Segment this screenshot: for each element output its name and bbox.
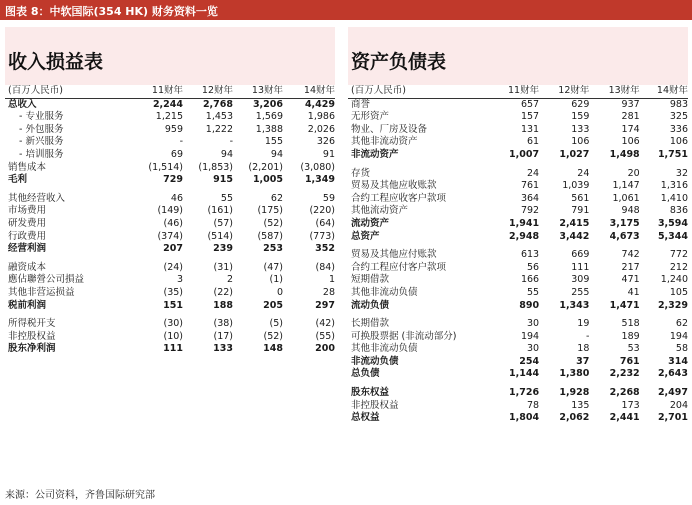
- row-value: (22): [213, 286, 233, 298]
- row-value: 1,928: [559, 387, 590, 399]
- row-label: 應佔聯營公司損益: [8, 274, 85, 286]
- row-value: 1,240: [660, 274, 688, 286]
- balance-table-row: [348, 124, 688, 137]
- row-label: 行政费用: [8, 230, 47, 242]
- row-value: 30: [527, 318, 540, 330]
- income-table-row: [5, 174, 335, 187]
- row-value: 155: [264, 136, 283, 148]
- income-statement-title-band: [5, 27, 335, 85]
- row-value: 200: [315, 343, 335, 355]
- row-value: 55: [527, 286, 540, 298]
- row-value: 915: [213, 174, 233, 186]
- row-value: 669: [571, 249, 590, 261]
- row-value: 105: [669, 286, 688, 298]
- row-value: (1,514): [148, 161, 183, 173]
- row-value: 326: [316, 136, 335, 148]
- row-label: 非流动负债: [351, 355, 399, 367]
- row-value: 1,751: [657, 148, 688, 160]
- balance-table-row: [348, 249, 688, 262]
- row-value: 2,244: [152, 98, 183, 110]
- row-value: 78: [527, 399, 540, 411]
- balance-table-row: [348, 262, 688, 275]
- income-table-row: [5, 287, 335, 300]
- row-label: 贸易及其他应付账款: [351, 249, 437, 261]
- row-value: 890: [519, 299, 540, 311]
- row-value: 3: [176, 274, 183, 286]
- row-value: -: [229, 136, 233, 148]
- row-value: 1,061: [612, 192, 640, 204]
- row-value: 46: [170, 192, 183, 204]
- row-value: 111: [571, 261, 590, 273]
- row-value: 937: [621, 98, 640, 110]
- income-year-header: 13财年: [251, 85, 283, 96]
- row-value: 159: [571, 111, 590, 123]
- row-value: 297: [315, 299, 335, 311]
- balance-table-row: [348, 231, 688, 244]
- row-label: 无形资产: [351, 111, 390, 123]
- row-value: 239: [213, 243, 233, 255]
- row-value: 729: [163, 174, 183, 186]
- row-value: 281: [621, 111, 640, 123]
- figure-header-bar: [0, 0, 692, 20]
- row-value: 189: [621, 330, 640, 342]
- row-value: 133: [213, 343, 233, 355]
- row-value: 174: [621, 123, 640, 135]
- row-value: 41: [627, 286, 640, 298]
- row-value: 1,007: [509, 148, 540, 160]
- row-value: 37: [576, 355, 590, 367]
- row-value: (10): [163, 330, 183, 342]
- row-value: 2,497: [657, 387, 688, 399]
- row-value: 1,941: [509, 217, 540, 229]
- row-value: 1,039: [562, 180, 590, 192]
- row-value: (31): [213, 261, 233, 273]
- row-value: 207: [163, 243, 183, 255]
- row-value: 18: [577, 343, 590, 355]
- row-value: (46): [163, 217, 183, 229]
- row-value: 2,062: [559, 412, 590, 424]
- income-statement-unit: (百万人民币): [8, 85, 63, 96]
- row-value: (149): [157, 205, 183, 217]
- row-value: 948: [621, 205, 640, 217]
- row-value: 0: [276, 286, 283, 298]
- balance-table-row: [348, 205, 688, 218]
- balance-table-row: [348, 300, 688, 313]
- income-table-row: [5, 205, 335, 218]
- row-label: 总权益: [351, 412, 380, 424]
- row-value: (47): [263, 261, 283, 273]
- row-value: 983: [669, 98, 688, 110]
- balance-table-row: [348, 331, 688, 344]
- row-value: 1,498: [609, 148, 640, 160]
- row-value: 32: [675, 167, 688, 179]
- income-statement-header-row: [5, 85, 335, 98]
- row-value: 24: [527, 167, 540, 179]
- row-value: -: [585, 330, 590, 342]
- row-value: 2: [226, 274, 233, 286]
- row-value: 761: [520, 180, 540, 192]
- row-value: -: [179, 136, 183, 148]
- balance-table-row: [348, 368, 688, 381]
- balance-table-row: [348, 180, 688, 193]
- balance-sheet-panel: [348, 27, 688, 425]
- row-value: 3,442: [559, 230, 590, 242]
- balance-year-header: 11财年: [508, 85, 540, 96]
- row-value: 59: [322, 192, 335, 204]
- row-value: 1,316: [660, 180, 688, 192]
- row-value: 133: [571, 123, 590, 135]
- row-value: (55): [315, 330, 335, 342]
- row-value: (374): [157, 230, 183, 242]
- row-value: 1,388: [255, 123, 283, 135]
- row-label: 毛利: [8, 174, 28, 186]
- row-value: 151: [163, 299, 183, 311]
- row-label: 经营利润: [8, 243, 47, 255]
- income-table-row: [5, 218, 335, 231]
- row-label: 销售成本: [8, 161, 47, 173]
- row-value: 2,232: [609, 368, 640, 380]
- row-value: 1,144: [509, 368, 540, 380]
- row-value: (24): [163, 261, 183, 273]
- balance-table-row: [348, 111, 688, 124]
- row-value: 28: [322, 286, 335, 298]
- balance-table-row: [348, 356, 688, 369]
- row-value: 131: [520, 123, 540, 135]
- source-footnote: 来源：公司资料，齐鲁国际研究部: [5, 490, 155, 501]
- row-value: (35): [163, 286, 183, 298]
- row-value: 836: [669, 205, 688, 217]
- row-label: 股东净利润: [8, 343, 56, 355]
- row-label: 长期借款: [351, 318, 390, 330]
- row-value: 217: [621, 261, 640, 273]
- row-value: 62: [270, 192, 283, 204]
- figure-title: 图表 8：中软国际(354 HK) 财务资料一览: [5, 5, 218, 18]
- row-value: (3,080): [300, 161, 335, 173]
- balance-year-header: 12财年: [558, 85, 590, 96]
- row-value: 1,726: [509, 387, 540, 399]
- row-value: (587): [257, 230, 283, 242]
- row-value: 761: [619, 355, 640, 367]
- income-table-row: [5, 300, 335, 313]
- balance-sheet-unit: (百万人民币): [351, 85, 406, 96]
- row-value: 1,471: [609, 299, 640, 311]
- row-label: 其他非流动负债: [351, 343, 418, 355]
- row-value: (64): [315, 217, 335, 229]
- row-value: 194: [520, 330, 540, 342]
- row-value: 1,343: [559, 299, 590, 311]
- row-label: 其他经营收入: [8, 192, 66, 204]
- row-value: (52): [263, 330, 283, 342]
- row-value: 94: [220, 148, 233, 160]
- row-value: 56: [527, 261, 540, 273]
- balance-table-row: [348, 387, 688, 400]
- row-value: 19: [577, 318, 590, 330]
- row-value: 325: [669, 111, 688, 123]
- row-value: 1,349: [304, 174, 335, 186]
- income-table-row: [5, 331, 335, 344]
- row-value: 157: [520, 111, 540, 123]
- row-value: 91: [322, 148, 335, 160]
- row-value: 94: [270, 148, 283, 160]
- row-value: 255: [571, 286, 590, 298]
- row-value: 253: [263, 243, 283, 255]
- row-value: 1,380: [559, 368, 590, 380]
- income-table-row: [5, 231, 335, 244]
- row-value: 772: [669, 249, 688, 261]
- row-value: 518: [621, 318, 640, 330]
- row-value: 1: [328, 274, 335, 286]
- row-value: 205: [263, 299, 283, 311]
- balance-table-row: [348, 287, 688, 300]
- row-value: 135: [571, 399, 590, 411]
- row-value: (175): [257, 205, 283, 217]
- income-statement-title: 收入损益表: [8, 51, 104, 73]
- income-table-row: [5, 136, 335, 149]
- row-value: 2,948: [509, 230, 540, 242]
- row-value: 1,804: [509, 412, 540, 424]
- row-label: 贸易及其他应收账款: [351, 180, 437, 192]
- row-value: 1,147: [612, 180, 640, 192]
- row-value: (84): [315, 261, 335, 273]
- row-value: 2,329: [657, 299, 688, 311]
- row-value: 30: [527, 343, 540, 355]
- row-value: 561: [571, 192, 590, 204]
- balance-year-header: 14财年: [656, 85, 688, 96]
- balance-table-row: [348, 318, 688, 331]
- balance-table-row: [348, 343, 688, 356]
- row-label: 非控股权益: [8, 330, 56, 342]
- row-value: 742: [621, 249, 640, 261]
- income-year-header: 14财年: [303, 85, 335, 96]
- row-label: 存货: [351, 167, 371, 179]
- row-value: 309: [571, 274, 590, 286]
- row-value: 4,673: [609, 230, 640, 242]
- row-value: (52): [263, 217, 283, 229]
- row-label: 其他流动资产: [351, 205, 409, 217]
- balance-sheet-header-row: [348, 85, 688, 98]
- row-value: 58: [675, 343, 688, 355]
- row-label: 融资成本: [8, 261, 47, 273]
- row-value: 2,441: [609, 412, 640, 424]
- row-label: 其他非流动负债: [351, 286, 418, 298]
- row-label: 商誉: [351, 98, 371, 110]
- row-label: 可换股票据 (非流动部分): [351, 330, 457, 342]
- row-value: (17): [213, 330, 233, 342]
- row-value: 61: [527, 136, 540, 148]
- row-label: 流动负债: [351, 299, 390, 311]
- row-value: 613: [520, 249, 540, 261]
- balance-table-row: [348, 400, 688, 413]
- row-value: (514): [207, 230, 233, 242]
- income-table-row: [5, 262, 335, 275]
- row-value: 3,206: [252, 98, 283, 110]
- row-label: 市场费用: [8, 205, 47, 217]
- row-label: 合约工程应收客户款项: [351, 192, 447, 204]
- row-value: (1): [269, 274, 283, 286]
- row-value: 212: [669, 261, 688, 273]
- row-value: 1,027: [559, 148, 590, 160]
- row-value: 62: [675, 318, 688, 330]
- row-value: 657: [520, 98, 540, 110]
- row-value: 166: [520, 274, 540, 286]
- row-value: (2,201): [248, 161, 283, 173]
- income-year-header: 11财年: [151, 85, 183, 96]
- row-label: 非流动资产: [351, 148, 399, 160]
- row-value: 1,410: [660, 192, 688, 204]
- income-table-row: [5, 111, 335, 124]
- row-value: 629: [571, 98, 590, 110]
- row-value: 106: [571, 136, 590, 148]
- row-label: 研发费用: [8, 217, 47, 229]
- balance-table-row: [348, 168, 688, 181]
- income-table-row: [5, 98, 335, 111]
- row-value: 1,986: [307, 111, 335, 123]
- row-value: 2,643: [657, 368, 688, 380]
- row-value: 792: [520, 205, 540, 217]
- row-label: 合约工程应付客户款项: [351, 261, 447, 273]
- row-value: 1,222: [205, 123, 233, 135]
- balance-year-header: 13财年: [608, 85, 640, 96]
- row-value: (57): [213, 217, 233, 229]
- income-table-row: [5, 149, 335, 162]
- row-label: 税前利润: [8, 299, 47, 311]
- row-label: - 专业服务: [19, 111, 64, 123]
- row-label: 股东权益: [351, 387, 390, 399]
- row-label: 总资产: [351, 230, 380, 242]
- balance-table-row: [348, 149, 688, 162]
- income-table-row: [5, 318, 335, 331]
- balance-table-row: [348, 136, 688, 149]
- row-value: (5): [269, 318, 283, 330]
- row-label: 总负债: [351, 368, 380, 380]
- row-value: 2,415: [559, 217, 590, 229]
- income-table-row: [5, 193, 335, 206]
- balance-table-row: [348, 218, 688, 231]
- balance-table-row: [348, 193, 688, 206]
- income-table-row: [5, 162, 335, 175]
- row-value: 336: [669, 123, 688, 135]
- row-value: (773): [309, 230, 335, 242]
- row-value: (30): [163, 318, 183, 330]
- row-label: 其他非营运损益: [8, 286, 75, 298]
- balance-sheet-table: [348, 85, 688, 425]
- row-value: 2,768: [202, 98, 233, 110]
- balance-table-row: [348, 98, 688, 111]
- income-table-row: [5, 243, 335, 256]
- row-value: 254: [519, 355, 540, 367]
- row-label: 总收入: [8, 98, 37, 110]
- row-value: 1,005: [252, 174, 283, 186]
- row-label: 其他非流动资产: [351, 136, 418, 148]
- row-value: 471: [621, 274, 640, 286]
- balance-table-row: [348, 412, 688, 425]
- row-label: - 新兴服务: [19, 136, 64, 148]
- row-value: 2,268: [609, 387, 640, 399]
- row-value: 5,344: [657, 230, 688, 242]
- income-table-row: [5, 274, 335, 287]
- row-label: - 外包服务: [19, 123, 64, 135]
- row-value: (220): [309, 205, 335, 217]
- row-value: (1,853): [198, 161, 233, 173]
- row-label: 短期借款: [351, 274, 390, 286]
- row-value: 194: [669, 330, 688, 342]
- row-value: 69: [170, 148, 183, 160]
- row-value: 2,701: [657, 412, 688, 424]
- row-value: 3,594: [657, 217, 688, 229]
- row-value: 1,569: [255, 111, 283, 123]
- income-statement-body: [5, 98, 335, 356]
- income-table-row: [5, 343, 335, 356]
- row-value: 20: [627, 167, 640, 179]
- row-value: 791: [571, 205, 590, 217]
- balance-sheet-body: [348, 98, 688, 425]
- balance-sheet-title-band: [348, 27, 688, 85]
- income-table-row: [5, 124, 335, 137]
- row-value: 2,026: [307, 123, 335, 135]
- row-label: 非控股权益: [351, 399, 399, 411]
- row-value: 352: [315, 243, 335, 255]
- row-value: 53: [627, 343, 640, 355]
- balance-sheet-title: 资产负债表: [351, 51, 447, 73]
- row-value: 959: [164, 123, 183, 135]
- row-value: 188: [213, 299, 233, 311]
- row-value: 3,175: [609, 217, 640, 229]
- row-value: 204: [669, 399, 688, 411]
- balance-table-row: [348, 274, 688, 287]
- income-statement-table: [5, 85, 335, 356]
- row-value: 111: [163, 343, 183, 355]
- row-value: 148: [263, 343, 283, 355]
- row-label: 流动资产: [351, 217, 390, 229]
- row-label: - 培训服务: [19, 148, 64, 160]
- row-value: (161): [207, 205, 233, 217]
- row-label: 所得税开支: [8, 318, 56, 330]
- row-label: 物业、厂房及设备: [351, 123, 428, 135]
- row-value: 1,215: [155, 111, 183, 123]
- row-value: (42): [315, 318, 335, 330]
- row-value: (38): [213, 318, 233, 330]
- row-value: 24: [577, 167, 590, 179]
- row-value: 55: [220, 192, 233, 204]
- row-value: 314: [668, 355, 688, 367]
- row-value: 106: [669, 136, 688, 148]
- row-value: 106: [621, 136, 640, 148]
- income-statement-panel: [5, 27, 335, 356]
- row-value: 4,429: [304, 98, 335, 110]
- row-value: 173: [621, 399, 640, 411]
- income-year-header: 12财年: [201, 85, 233, 96]
- row-value: 1,453: [205, 111, 233, 123]
- row-value: 364: [520, 192, 540, 204]
